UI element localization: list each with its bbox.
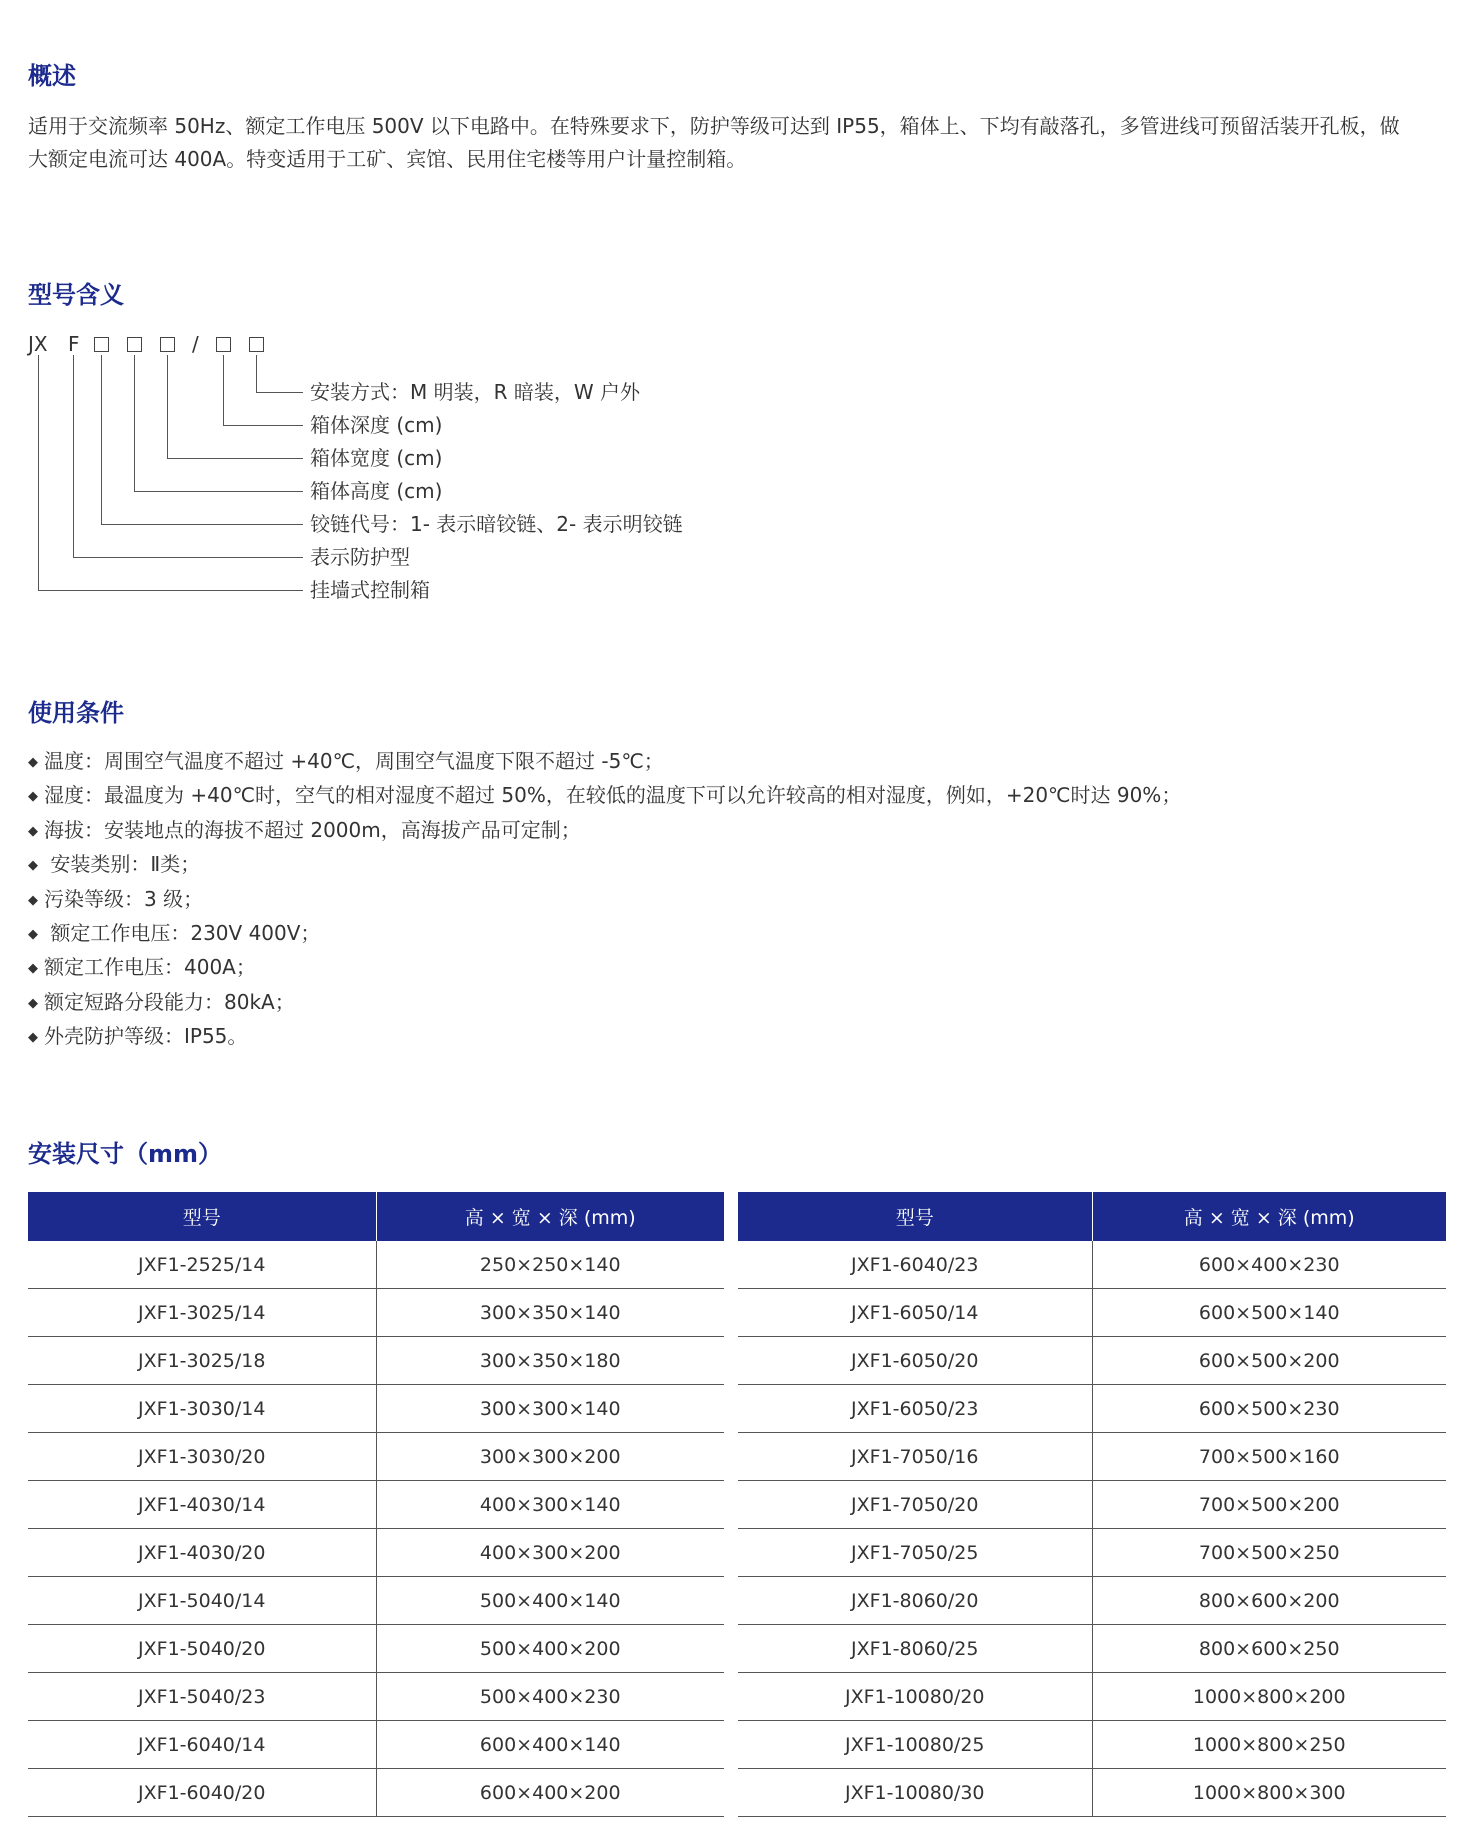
condition-text: 海拔：安装地点的海拔不超过 2000m，高海拔产品可定制； [44, 817, 581, 842]
table-row [738, 1577, 1446, 1625]
model-cell: JXF1-8060/20 [738, 1577, 1092, 1625]
connector-f-h [73, 557, 303, 558]
size-cell: 600×500×140 [1092, 1289, 1446, 1337]
size-cell: 500×400×200 [376, 1625, 724, 1673]
code-box-depth [216, 337, 231, 352]
model-cell: JXF1-3030/20 [28, 1433, 376, 1481]
diamond-bullet-icon: ◆ [28, 858, 38, 874]
model-cell: JXF1-10080/30 [738, 1769, 1092, 1817]
table-row [738, 1529, 1446, 1577]
desc-mount-type: 安装方式：M 明装，R 暗装，W 户外 [310, 380, 640, 404]
table-row [28, 1529, 724, 1577]
size-cell: 1000×800×200 [1092, 1673, 1446, 1721]
dimensions-table-left [28, 1192, 724, 1817]
conditions-heading: 使用条件 [28, 699, 124, 727]
model-cell: JXF1-8060/25 [738, 1625, 1092, 1673]
condition-item [28, 848, 1181, 882]
size-cell: 800×600×200 [1092, 1577, 1446, 1625]
dimensions-table-right [738, 1192, 1446, 1817]
table-header-row [738, 1192, 1446, 1241]
condition-item [28, 745, 1181, 779]
model-cell: JXF1-6040/14 [28, 1721, 376, 1769]
condition-item [28, 779, 1181, 813]
diamond-bullet-icon: ◆ [28, 789, 38, 805]
overview-line-1: 适用于交流频率 50Hz、额定工作电压 500V 以下电路中。在特殊要求下，防护等级可达到 IP55，箱体上、下均有敲落孔，多管进线可预留活装开孔板，做 [28, 114, 1400, 138]
overview-paragraph [28, 110, 1448, 176]
desc-wall-mounted-box: 挂墙式控制箱 [310, 578, 430, 602]
table-row [738, 1385, 1446, 1433]
size-cell: 800×600×250 [1092, 1625, 1446, 1673]
size-cell: 600×500×200 [1092, 1337, 1446, 1385]
table-row [28, 1337, 724, 1385]
column-header-model: 型号 [28, 1192, 376, 1241]
table-row [28, 1385, 724, 1433]
desc-protection-type: 表示防护型 [310, 545, 410, 569]
model-cell: JXF1-6040/20 [28, 1769, 376, 1817]
model-cell: JXF1-10080/25 [738, 1721, 1092, 1769]
diamond-bullet-icon: ◆ [28, 927, 38, 943]
model-cell: JXF1-7050/20 [738, 1481, 1092, 1529]
code-box-mount [249, 337, 264, 352]
condition-item [28, 986, 1181, 1020]
table-row [28, 1289, 724, 1337]
model-cell: JXF1-7050/16 [738, 1433, 1092, 1481]
connector-prefix-v [38, 355, 39, 590]
column-header-model: 型号 [738, 1192, 1092, 1241]
connector-f-v [73, 355, 74, 557]
column-header-size: 高 × 宽 × 深 (mm) [376, 1192, 724, 1241]
model-cell: JXF1-6050/14 [738, 1289, 1092, 1337]
size-cell: 700×500×250 [1092, 1529, 1446, 1577]
condition-item [28, 814, 1181, 848]
diamond-bullet-icon: ◆ [28, 1030, 38, 1046]
model-cell: JXF1-5040/14 [28, 1577, 376, 1625]
model-cell: JXF1-3025/14 [28, 1289, 376, 1337]
size-cell: 700×500×160 [1092, 1433, 1446, 1481]
connector-hinge-v [101, 355, 102, 524]
connector-depth-h [223, 425, 303, 426]
size-cell: 500×400×230 [376, 1673, 724, 1721]
table-row [738, 1433, 1446, 1481]
desc-box-height: 箱体高度 (cm) [310, 479, 443, 503]
size-cell: 300×350×180 [376, 1337, 724, 1385]
size-cell: 500×400×140 [376, 1577, 724, 1625]
table-row [28, 1721, 724, 1769]
table-row [28, 1433, 724, 1481]
table-row [28, 1625, 724, 1673]
table-row [738, 1625, 1446, 1673]
connector-mount-h [256, 392, 303, 393]
code-box-width [160, 337, 175, 352]
condition-text: 污染等级：3 级； [44, 886, 204, 911]
connector-height-h [134, 491, 303, 492]
overview-line-2: 大额定电流可达 400A。特变适用于工矿、宾馆、民用住宅楼等用户计量控制箱。 [28, 147, 747, 171]
code-f: F [68, 332, 80, 356]
connector-depth-v [223, 355, 224, 425]
condition-text: 安装类别：Ⅱ类； [44, 852, 201, 877]
table-row [28, 1673, 724, 1721]
conditions-list [28, 745, 1181, 1055]
table-row [28, 1241, 724, 1289]
condition-item [28, 1020, 1181, 1054]
condition-text: 湿度：最温度为 +40℃时，空气的相对湿度不超过 50%，在较低的温度下可以允许较高的相对湿度，例如，+20℃时达 90%； [44, 783, 1182, 808]
size-cell: 600×500×230 [1092, 1385, 1446, 1433]
diamond-bullet-icon: ◆ [28, 755, 38, 770]
condition-item [28, 883, 1181, 917]
model-cell: JXF1-3030/14 [28, 1385, 376, 1433]
model-cell: JXF1-2525/14 [28, 1241, 376, 1289]
size-cell: 400×300×140 [376, 1481, 724, 1529]
condition-item [28, 917, 1181, 951]
table-row [738, 1481, 1446, 1529]
model-cell: JXF1-4030/14 [28, 1481, 376, 1529]
model-code-diagram [0, 325, 900, 615]
table-row [738, 1241, 1446, 1289]
table-row [738, 1673, 1446, 1721]
model-cell: JXF1-6050/20 [738, 1337, 1092, 1385]
table-row [738, 1337, 1446, 1385]
size-cell: 300×300×140 [376, 1385, 724, 1433]
condition-text: 额定短路分段能力：80kA； [44, 989, 295, 1014]
table-row [28, 1769, 724, 1817]
size-cell: 700×500×200 [1092, 1481, 1446, 1529]
table-row [738, 1289, 1446, 1337]
diamond-bullet-icon: ◆ [28, 961, 38, 977]
dimensions-heading: 安装尺寸（mm） [28, 1140, 223, 1168]
size-cell: 600×400×140 [376, 1721, 724, 1769]
condition-text: 额定工作电压：230V 400V； [44, 921, 321, 946]
table-header-row [28, 1192, 724, 1241]
model-cell: JXF1-4030/20 [28, 1529, 376, 1577]
size-cell: 400×300×200 [376, 1529, 724, 1577]
model-cell: JXF1-5040/23 [28, 1673, 376, 1721]
size-cell: 1000×800×300 [1092, 1769, 1446, 1817]
model-meaning-heading: 型号含义 [28, 281, 124, 309]
size-cell: 250×250×140 [376, 1241, 724, 1289]
connector-mount-v [256, 355, 257, 392]
desc-box-width: 箱体宽度 (cm) [310, 446, 443, 470]
model-cell: JXF1-7050/25 [738, 1529, 1092, 1577]
table-row [738, 1769, 1446, 1817]
diamond-bullet-icon: ◆ [28, 823, 38, 839]
model-cell: JXF1-6040/23 [738, 1241, 1092, 1289]
model-cell: JXF1-6050/23 [738, 1385, 1092, 1433]
size-cell: 1000×800×250 [1092, 1721, 1446, 1769]
model-cell: JXF1-10080/20 [738, 1673, 1092, 1721]
desc-box-depth: 箱体深度 (cm) [310, 413, 443, 437]
model-cell: JXF1-5040/20 [28, 1625, 376, 1673]
condition-text: 额定工作电压：400A； [44, 955, 256, 980]
code-box-height [127, 337, 142, 352]
code-prefix: JX [28, 332, 48, 356]
condition-item [28, 951, 1181, 985]
column-header-size: 高 × 宽 × 深 (mm) [1092, 1192, 1446, 1241]
connector-height-v [134, 355, 135, 491]
diamond-bullet-icon: ◆ [28, 995, 38, 1011]
overview-heading: 概述 [28, 62, 76, 90]
connector-prefix-h [38, 590, 303, 591]
table-row [28, 1481, 724, 1529]
size-cell: 600×400×200 [376, 1769, 724, 1817]
size-cell: 600×400×230 [1092, 1241, 1446, 1289]
code-slash: / [192, 332, 199, 356]
desc-hinge-code: 铰链代号：1- 表示暗铰链、2- 表示明铰链 [310, 512, 683, 536]
code-box-hinge [94, 337, 109, 352]
size-cell: 300×350×140 [376, 1289, 724, 1337]
table-row [28, 1577, 724, 1625]
size-cell: 300×300×200 [376, 1433, 724, 1481]
connector-width-v [167, 355, 168, 458]
condition-text: 外壳防护等级：IP55。 [44, 1024, 248, 1049]
connector-hinge-h [101, 524, 303, 525]
table-row [738, 1721, 1446, 1769]
connector-width-h [167, 458, 303, 459]
condition-text: 温度：周围空气温度不超过 +40℃，周围空气温度下限不超过 -5℃； [44, 749, 664, 773]
model-cell: JXF1-3025/18 [28, 1337, 376, 1385]
diamond-bullet-icon: ◆ [28, 892, 38, 908]
